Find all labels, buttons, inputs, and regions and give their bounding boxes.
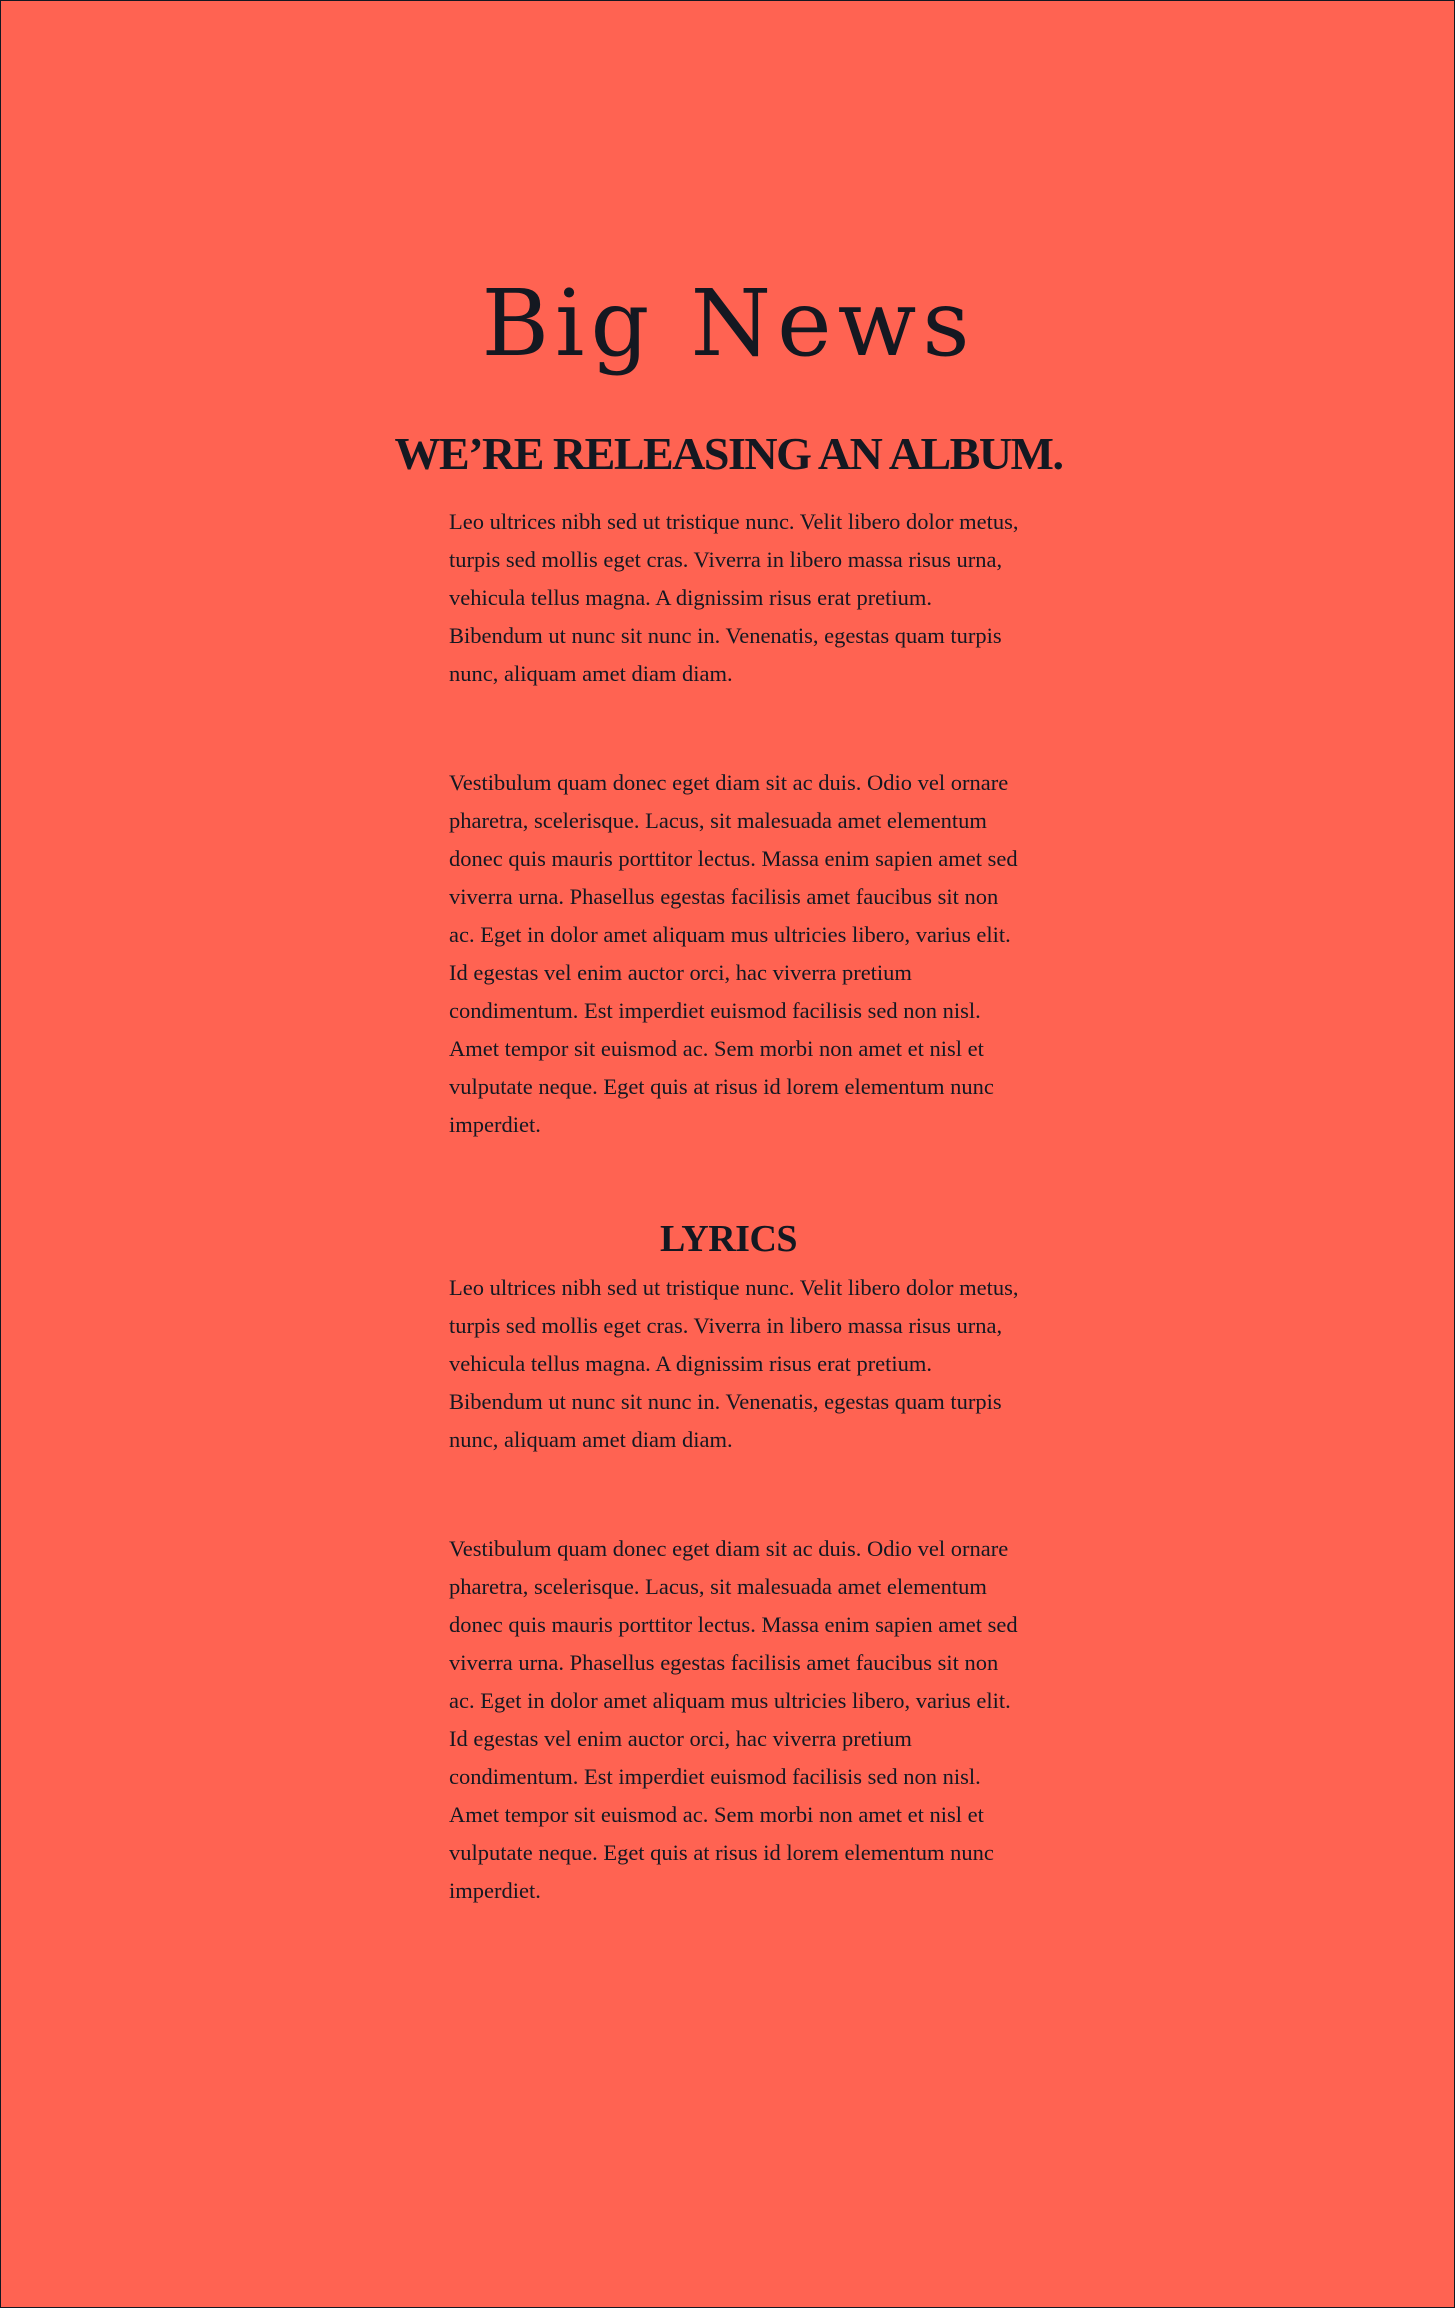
headline: WE’RE RELEASING AN ALBUM.	[394, 428, 1063, 479]
page-title: Big News	[481, 270, 976, 377]
lyrics-paragraph: Vestibulum quam donec eget diam sit ac duis. Odio vel ornare pharetra, scelerisque. Lacus, sit malesuada amet elementum donec quis mauris porttitor lectus. Massa enim sapien amet sed viverra urna. Phasellus egestas facilisis amet faucibus sit non ac. Eget in dolor amet aliquam mus ultricies libero, varius elit. Id egestas vel enim auctor orci, hac viverra pretium condimentum. Est imperdiet euismod facilisis sed non nisl. Amet tempor sit euismod ac. Sem morbi non amet et nisl et vulputate neque. Eget quis at risus id lorem elementum nunc imperdiet.	[449, 1536, 1018, 1903]
lyrics-paragraph: Leo ultrices nibh sed ut tristique nunc. Velit libero dolor metus, turpis sed mollis eget cras. Viverra in libero massa risus urna, vehicula tellus magna. A dignissim risus erat pretium. Bibendum ut nunc sit nunc in. Venenatis, egestas quam turpis nunc, aliquam amet diam diam.	[449, 1275, 1019, 1452]
lyrics-heading: LYRICS	[659, 1218, 798, 1260]
intro-paragraph: Leo ultrices nibh sed ut tristique nunc. Velit libero dolor metus, turpis sed mollis eget cras. Viverra in libero massa risus urna, vehicula tellus magna. A dignissim risus erat pretium. Bibendum ut nunc sit nunc in. Venenatis, egestas quam turpis nunc, aliquam amet diam diam.	[449, 509, 1019, 686]
intro-paragraph: Vestibulum quam donec eget diam sit ac duis. Odio vel ornare pharetra, scelerisque. Lacus, sit malesuada amet elementum donec quis mauris porttitor lectus. Massa enim sapien amet sed viverra urna. Phasellus egestas facilisis amet faucibus sit non ac. Eget in dolor amet aliquam mus ultricies libero, varius elit. Id egestas vel enim auctor orci, hac viverra pretium condimentum. Est imperdiet euismod facilisis sed non nisl. Amet tempor sit euismod ac. Sem morbi non amet et nisl et vulputate neque. Eget quis at risus id lorem elementum nunc imperdiet.	[449, 770, 1018, 1137]
